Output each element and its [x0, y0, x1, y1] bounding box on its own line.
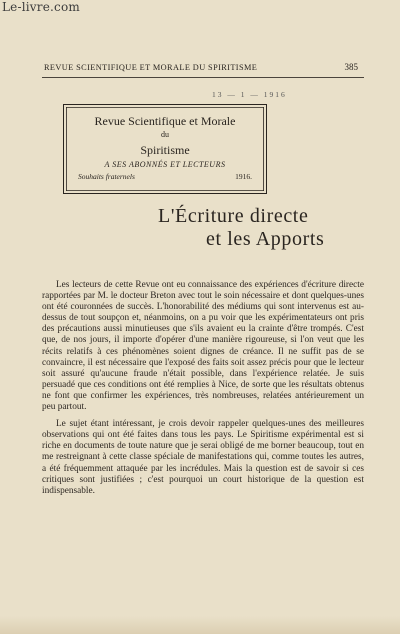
- paragraph-1: Les lecteurs de cette Revue ont eu connaissance des expériences d'écriture directe rapportées par M. le docteur Breton avec tout le soin nécessaire et dont quelques-unes ont été couronnées de succès. L'honorabilité des médiums qui sont intervenus est au-dessus de tout soupçon et, néanmoins, on a pu voir que les expérimentateurs ont pris des précautions aussi minutieuses que s'ils avaient eu la crainte d'être trompés. C'est que, de nos jours, il importe d'opérer d'une manière rigoureuse, si l'on veut que les récits relatifs à ces phénomènes soient dignes de créance. Il ne suffit pas de se convaincre, il est nécessaire que l'exposé des faits soit assez précis pour que le lecteur soit assuré qu'aucune fraude n'était possible, dans l'expérience relatée. Je suis persuadé que ces conditions ont été remplies à Nice, de sorte que les résultats obtenus ne font que confirmer les expériences, très nombreuses, relatées antérieurement un peu partout.: [42, 280, 364, 413]
- page-number: 385: [344, 62, 358, 72]
- article-title-line-1: L'Écriture directe: [158, 205, 309, 227]
- dedication-wishes: Souhaits fraternels: [78, 172, 135, 181]
- dedication-line-4: A SES ABONNÉS ET LECTEURS: [104, 160, 226, 169]
- dedication-year: 1916.: [235, 172, 252, 181]
- dedication-line-3: Spiritisme: [140, 143, 190, 157]
- page-edge-shade: [0, 616, 400, 634]
- article-title-line-2: et les Apports: [206, 228, 325, 250]
- dedication-line-1: Revue Scientifique et Morale: [94, 114, 236, 128]
- header-rule: [42, 77, 364, 78]
- dedication-box: [63, 104, 267, 194]
- dedication-line-2: du: [161, 130, 169, 139]
- running-head: REVUE SCIENTIFIQUE ET MORALE DU SPIRITISME: [44, 63, 258, 72]
- article-body: [42, 280, 364, 503]
- date-stamp: 13 — 1 — 1916: [212, 90, 287, 99]
- watermark: Le-livre.com: [2, 0, 80, 14]
- paragraph-2: Le sujet étant intéressant, je crois devoir rappeler quelques-unes des meilleures observations qui ont été faites dans tous les pays. Le Spiritisme expérimental est si riche en documents de toute nature que je serai obligé de me borner beaucoup, tout en me restreignant à cette classe spéciale de manifestations qui, comme toutes les autres, a été fréquemment attaquée par les incrédules. Mais la question est de savoir si ces critiques sont justifiées ; c'est pourquoi un court historique de la question est indispensable.: [42, 419, 364, 496]
- dedication-line-5: [78, 172, 252, 181]
